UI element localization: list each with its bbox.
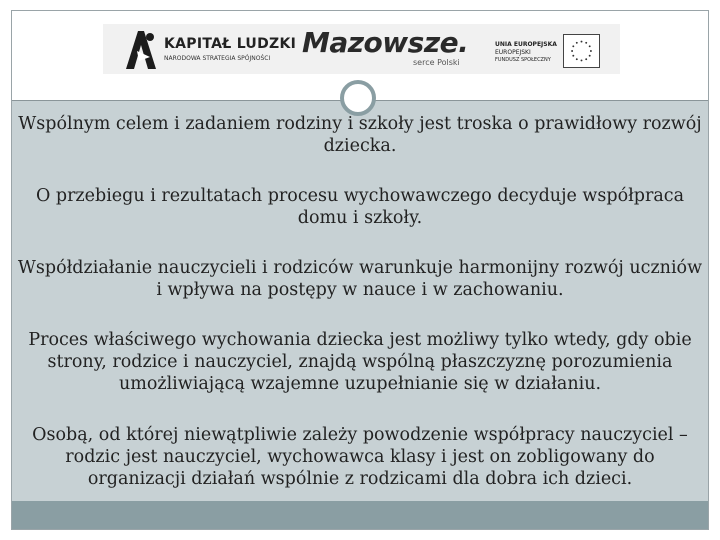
- paragraph-3: Współdziałanie nauczycieli i rodziców warunkuje harmonijny rozwój uczniów i wpływa na postępy w nauce i w zachowaniu.: [17, 258, 703, 300]
- mazowsze-logo: Mazowsze.: [302, 26, 469, 59]
- decorative-ring-icon: [340, 80, 376, 116]
- kapital-ludzki-title: KAPITAŁ LUDZKI: [164, 36, 297, 52]
- paragraph-2: O przebiegu i rezultatach procesu wychowawczego decyduje współpraca domu i szkoły.: [35, 186, 685, 228]
- eu-flag-icon: [563, 34, 600, 68]
- paragraph-4: Proces właściwego wychowania dziecka jest możliwy tylko wtedy, gdy obie strony, rodzice i nauczyciel, znajdą wspólną płaszczyznę porozumienia umożliwiającą wzajemne uzupełnianie się w działaniu.: [28, 330, 692, 394]
- ue-logo-line1: UNIA EUROPEJSKA: [495, 41, 557, 48]
- paragraph-1: Wspólnym celem i zadaniem rodziny i szkoły jest troska o prawidłowy rozwój dziecka.: [18, 114, 702, 156]
- ue-logo-line3: FUNDUSZ SPOŁECZNY: [495, 57, 551, 63]
- ue-logo-line2: EUROPEJSKI: [495, 49, 531, 56]
- paragraph-5: Osobą, od której niewątpliwie zależy powodzenie współpracy nauczyciel – rodzic jest nauczyciel, wychowawca klasy i jest on zobligowany do organizacji działań wspólnie z rodzicami dla dobra ich dzieci.: [32, 425, 688, 489]
- kapital-ludzki-subtitle: NARODOWA STRATEGIA SPÓJNOŚCI: [164, 55, 271, 62]
- mazowsze-tagline: serce Polski: [413, 58, 460, 67]
- kapital-ludzki-logo-icon: [122, 27, 160, 71]
- footer-bar: [12, 501, 708, 529]
